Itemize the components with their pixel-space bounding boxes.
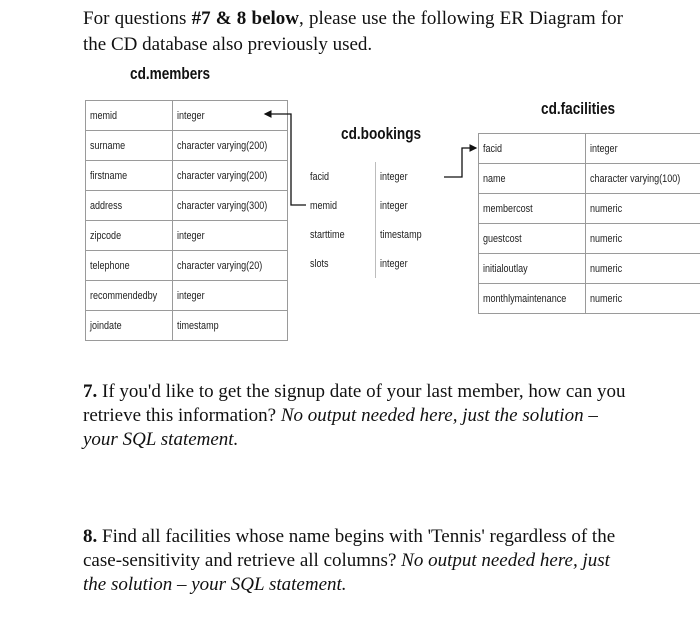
bookings-column-type-cell (375, 249, 444, 278)
members-name-text: memid (90, 109, 118, 122)
members-column-type-cell (172, 101, 287, 131)
members-column-name-cell (86, 251, 173, 281)
members-type-text: character varying(200) (176, 169, 268, 182)
members-name-text: zipcode (90, 229, 122, 242)
facilities-name-text: monthlymaintenance (483, 292, 567, 305)
members-name-text: address (90, 199, 123, 212)
members-row-telephone (86, 251, 288, 281)
facilities-column-name-cell (479, 164, 586, 194)
bookings-rows (306, 162, 444, 278)
members-column-type-cell (172, 251, 287, 281)
members-row-surname (86, 131, 288, 161)
facilities-row-membercost (479, 194, 700, 224)
question-7-text: If you'd like to get the signup date of your last member, how can you retrieve this information? (83, 381, 626, 426)
members-row-joindate (86, 311, 288, 341)
question-8-note: No output needed here, just the solution – your SQL statement. (83, 550, 610, 595)
bookings-row-memid (306, 191, 444, 220)
members-rows (86, 101, 288, 341)
intro-text-2: , please use the following ER Diagram for the CD database also previously used. (83, 8, 623, 55)
members-row-zipcode (86, 221, 288, 251)
facilities-column-name-cell (479, 224, 586, 254)
bookings-type-text: timestamp (379, 228, 422, 241)
members-type-text: character varying(20) (176, 259, 263, 272)
question-8-text: Find all facilities whose name begins with 'Tennis' regardless of the case-sensitivity and retrieve all columns? (83, 526, 616, 571)
members-type-text: integer (176, 229, 205, 242)
bookings-column-name-cell (306, 249, 375, 278)
members-column-name-cell (86, 281, 173, 311)
facilities-table-title: cd.facilities (541, 99, 616, 118)
members-type-text: integer (176, 109, 205, 122)
members-row-address (86, 191, 288, 221)
bookings-name-text: starttime (310, 228, 345, 241)
facilities-row-facid (479, 134, 700, 164)
bookings-column-type-cell (375, 162, 444, 191)
members-column-type-cell (172, 131, 287, 161)
intro-text-1: For questions (83, 8, 192, 29)
facilities-column-name-cell (479, 254, 586, 284)
facilities-type-text: numeric (589, 202, 622, 215)
facilities-name-text: membercost (483, 202, 533, 215)
bookings-type-text: integer (379, 199, 408, 212)
members-column-name-cell (86, 191, 173, 221)
question-8-number: 8. (83, 526, 98, 547)
facilities-name-text: facid (483, 142, 503, 155)
members-name-text: recommendedby (90, 289, 158, 302)
facilities-column-type-cell (585, 134, 700, 164)
facid-relationship-line (444, 148, 476, 177)
facilities-name-text: initialoutlay (483, 262, 528, 275)
bookings-column-name-cell (306, 220, 375, 249)
members-type-text: character varying(300) (176, 199, 268, 212)
facilities-column-name-cell (479, 284, 586, 314)
members-column-name-cell (86, 131, 173, 161)
bookings-column-type-cell (375, 220, 444, 249)
facilities-column-type-cell (585, 284, 700, 314)
facilities-name-text: guestcost (483, 232, 522, 245)
facilities-rows (479, 134, 700, 314)
members-type-text: character varying(200) (176, 139, 268, 152)
intro-paragraph (83, 6, 623, 58)
members-name-text: firstname (90, 169, 128, 182)
bookings-name-text: memid (310, 199, 338, 212)
bookings-column-type-cell (375, 191, 444, 220)
facilities-column-type-cell (585, 164, 700, 194)
bookings-table (306, 162, 444, 278)
facilities-column-name-cell (479, 134, 586, 164)
members-column-type-cell (172, 281, 287, 311)
bookings-name-text: facid (310, 170, 330, 183)
bookings-table-title: cd.bookings (341, 124, 422, 143)
facilities-type-text: numeric (589, 292, 622, 305)
members-column-name-cell (86, 161, 173, 191)
members-table (85, 100, 288, 341)
facilities-row-name (479, 164, 700, 194)
facilities-column-type-cell (585, 224, 700, 254)
facilities-type-text: integer (589, 142, 618, 155)
members-name-text: surname (90, 139, 126, 152)
members-row-recommendedby (86, 281, 288, 311)
bookings-name-text: slots (310, 257, 329, 270)
bookings-row-facid (306, 162, 444, 191)
members-column-name-cell (86, 311, 173, 341)
intro-bold: #7 & 8 below (191, 8, 300, 29)
members-column-type-cell (172, 161, 287, 191)
members-name-text: telephone (90, 259, 130, 272)
facilities-column-name-cell (479, 194, 586, 224)
bookings-column-name-cell (306, 191, 375, 220)
members-row-firstname (86, 161, 288, 191)
members-column-type-cell (172, 221, 287, 251)
question-8 (83, 525, 628, 597)
bookings-row-starttime (306, 220, 444, 249)
bookings-row-slots (306, 249, 444, 278)
members-column-type-cell (172, 191, 287, 221)
bookings-type-text: integer (379, 170, 408, 183)
facilities-table (478, 133, 700, 314)
facilities-column-type-cell (585, 194, 700, 224)
members-column-type-cell (172, 311, 287, 341)
facilities-type-text: character varying(100) (589, 172, 680, 185)
bookings-column-name-cell (306, 162, 375, 191)
facilities-row-guestcost (479, 224, 700, 254)
question-7-number: 7. (83, 381, 98, 402)
facilities-row-monthlymaintenance (479, 284, 700, 314)
members-name-text: joindate (90, 319, 122, 332)
members-row-memid (86, 101, 288, 131)
members-type-text: timestamp (176, 319, 219, 332)
facilities-type-text: numeric (589, 262, 622, 275)
bookings-type-text: integer (379, 257, 408, 270)
question-7-note: No output needed here, just the solution – your SQL statement. (83, 405, 598, 450)
members-column-name-cell (86, 221, 173, 251)
facilities-row-initialoutlay (479, 254, 700, 284)
question-7 (83, 380, 628, 452)
facilities-name-text: name (483, 172, 506, 185)
members-column-name-cell (86, 101, 173, 131)
members-table-title: cd.members (130, 64, 211, 83)
facilities-column-type-cell (585, 254, 700, 284)
members-type-text: integer (176, 289, 205, 302)
facilities-type-text: numeric (589, 232, 622, 245)
